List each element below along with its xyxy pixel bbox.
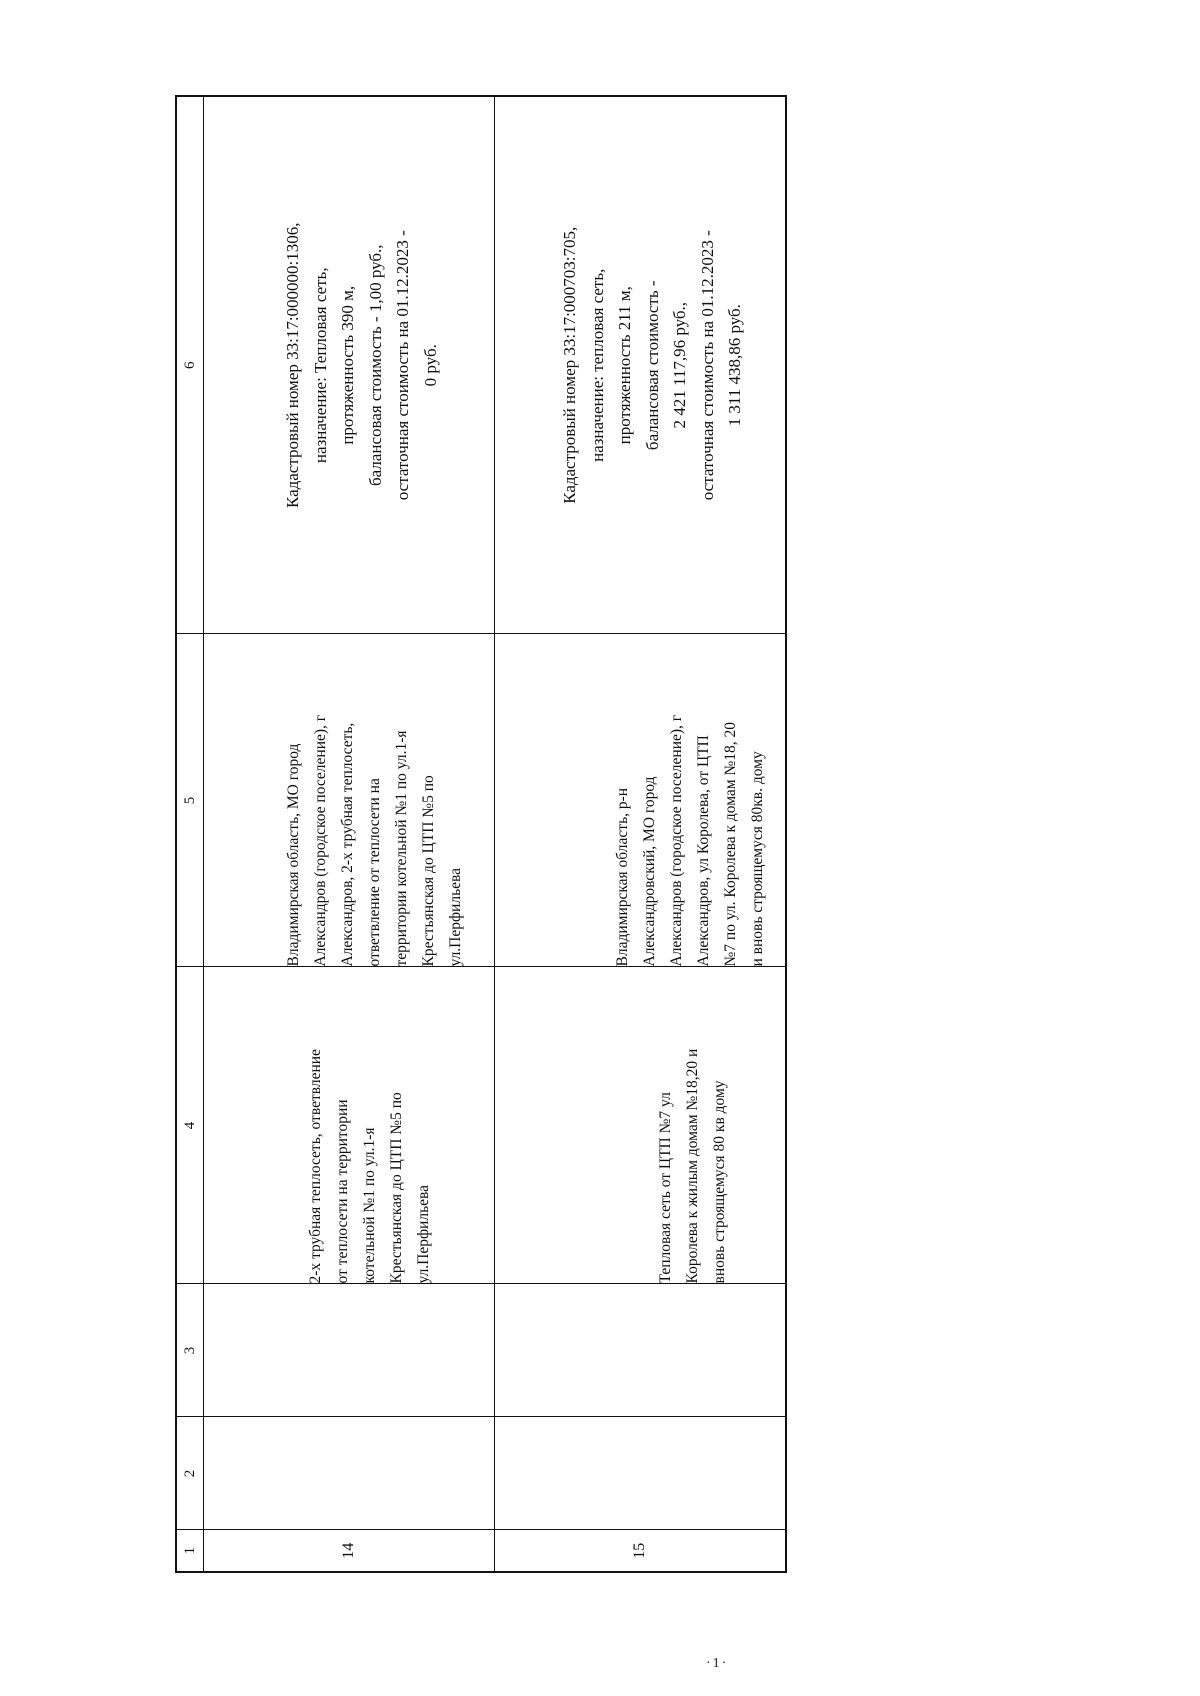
object-name-line: 2-х трубная теплосеть, ответвление (306, 1049, 324, 1284)
col-header-2: 2 (176, 1417, 204, 1530)
page-marks: ·1· (706, 1656, 729, 1671)
address-line: Александров (городское поселение), г (667, 714, 685, 967)
address-line: Владимирская область, МО город (284, 743, 302, 967)
col-header-6: 6 (176, 96, 204, 634)
address-cell (204, 634, 495, 967)
address-line: ответвление от теплосети на (365, 778, 383, 967)
cell-col3 (204, 1284, 495, 1417)
details-line: Кадастровый номер 33:17:000000:1306, (283, 222, 302, 509)
details-line: балансовая стоимость - (642, 280, 662, 451)
object-name-line: от теплосети на территории (333, 1099, 351, 1284)
cell-col3 (495, 1284, 786, 1417)
details-line: протяженность 390 м, (338, 285, 357, 445)
row-number: 15 (495, 1530, 786, 1572)
address-line: Крестьянская до ЦТП №5 по (419, 775, 437, 967)
details-line: балансовая стоимость - 1,00 руб., (365, 244, 385, 487)
address-line: территории котельной №1 по ул.1-я (392, 730, 410, 967)
property-table (175, 95, 787, 1573)
col-header-1: 1 (176, 1530, 204, 1572)
details-line: 2 421 117,96 руб., (670, 301, 689, 429)
object-name-cell (495, 967, 786, 1284)
address-line: ул.Перфильева (446, 867, 464, 967)
address-line: Александровский, МО город (640, 776, 658, 967)
address-line: Александров, 2-х трубная теплосеть, (338, 722, 356, 967)
details-line: 1 311 438,86 руб. (725, 304, 744, 427)
object-name-line: Тепловая сеть от ЦТП №7 ул (656, 1092, 674, 1284)
object-name-line: ул.Перфильева (414, 1184, 432, 1284)
object-name-line: Крестьянская до ЦТП №5 по (387, 1092, 405, 1284)
details-line: 0 руб. (420, 344, 440, 387)
object-name-cell (204, 967, 495, 1284)
cell-col2 (495, 1417, 786, 1530)
address-line: и вновь строящемуся 80кв. дому (748, 751, 766, 967)
details-line: Кадастровый номер 33:17:000703:705, (560, 226, 579, 504)
address-line: Владимирская область, р-н (613, 787, 631, 967)
details-line: назначение: Тепловая сеть, (310, 267, 330, 464)
col-header-4: 4 (176, 967, 204, 1284)
table-row (204, 96, 495, 1572)
details-line: остаточная стоимость на 01.12.2023 - (393, 230, 412, 501)
table-row (495, 96, 786, 1572)
object-name-line: котельной №1 по ул.1-я (360, 1127, 378, 1284)
row-number: 14 (204, 1530, 495, 1572)
col-header-5: 5 (176, 634, 204, 967)
col-header-3: 3 (176, 1284, 204, 1417)
details-line: остаточная стоимость на 01.12.2023 - (697, 230, 717, 501)
address-line: №7 по ул. Королева к домам №18, 20 (721, 721, 739, 967)
object-name-line: вновь строящемуся 80 кв дому (710, 1080, 728, 1284)
details-line: протяженность 211 м, (615, 286, 634, 445)
cell-col2 (204, 1417, 495, 1530)
address-cell (495, 634, 786, 967)
address-line: Александров, ул Королева, от ЦТП (694, 735, 712, 967)
details-line: назначение: тепловая сеть, (587, 268, 607, 462)
details-cell (495, 96, 786, 634)
details-cell (204, 96, 495, 634)
header-row (176, 96, 204, 1572)
address-line: Александров (городское поселение), г (311, 714, 329, 967)
object-name-line: Королева к жилым домам №18,20 и (683, 1048, 701, 1284)
